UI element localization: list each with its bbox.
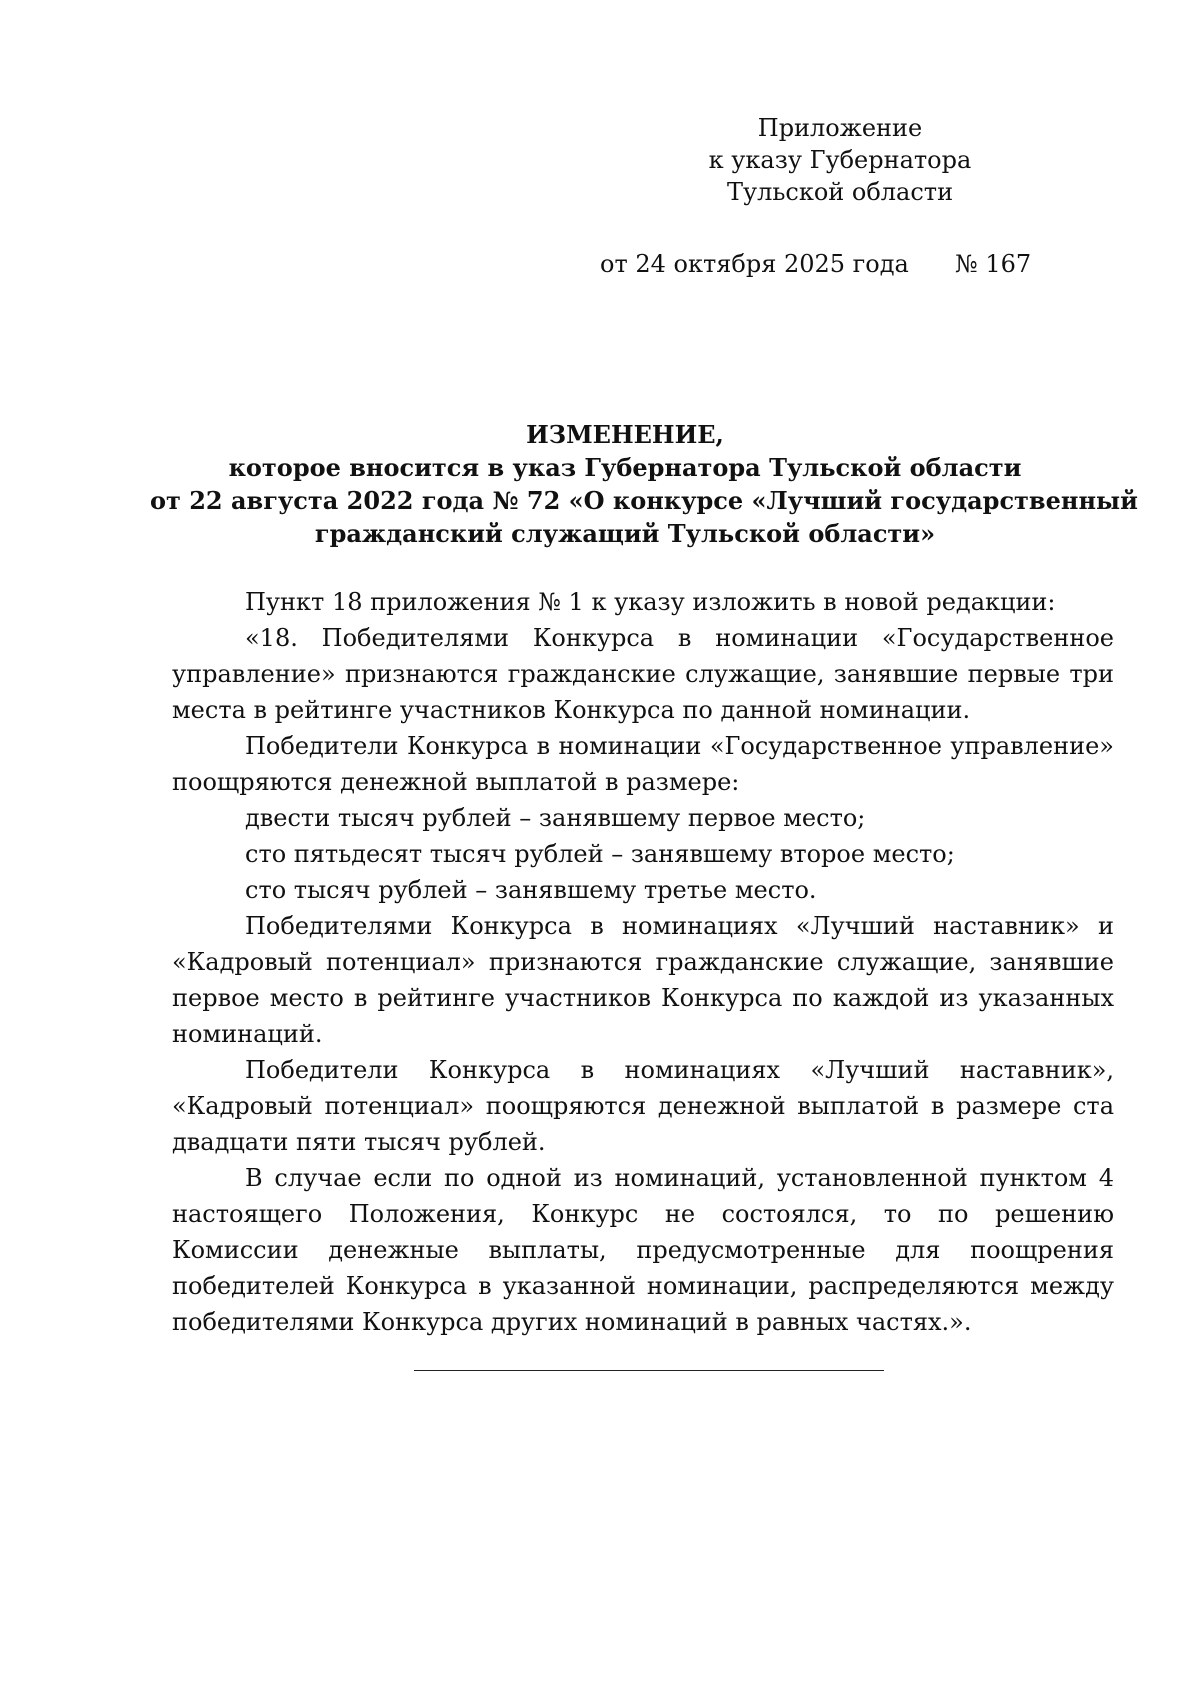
list-item-second-place: сто пятьдесят тысяч рублей – занявшему второе место; xyxy=(245,840,955,868)
title-line-1: ИЗМЕНЕНИЕ, xyxy=(526,420,724,449)
title-line-2: которое вносится в указ Губернатора Тульской области xyxy=(228,453,1022,482)
paragraph-not-held: В случае если по одной из номинаций, установленной пунктом 4 настоящего Положения, Конкурс не состоялся, то по решению Комиссии денежные выплаты, предусмотренные для поощрения победителей Конкурса в указанной номинации, распределяются между победителями Конкурса других номинаций в равных частях.». xyxy=(172,1164,1114,1336)
decree-date: от 24 октября 2025 года xyxy=(600,250,909,278)
list-item-third-place: сто тысяч рублей – занявшему третье место. xyxy=(245,876,817,904)
appendix-line-2: к указу Губернатора xyxy=(708,146,972,174)
appendix-header xyxy=(660,112,1020,208)
title-line-3: от 22 августа 2022 года № 72 «О конкурсе «Лучший государственный xyxy=(150,486,1138,515)
document-title xyxy=(150,418,1138,550)
decree-number: № 167 xyxy=(955,250,1032,278)
appendix-line-1: Приложение xyxy=(757,114,923,142)
document-body xyxy=(172,584,1114,1340)
paragraph-winners-gov: Победители Конкурса в номинации «Государственное управление» поощряются денежной выплатой в размере: xyxy=(172,732,1114,796)
end-separator-line xyxy=(414,1370,884,1371)
list-item-first-place: двести тысяч рублей – занявшему первое место; xyxy=(245,804,866,832)
paragraph-mentor-payment: Победители Конкурса в номинациях «Лучший наставник», «Кадровый потенциал» поощряются денежной выплатой в размере ста двадцати пяти тысяч рублей. xyxy=(172,1056,1114,1156)
paragraph-item-18: «18. Победителями Конкурса в номинации «Государственное управление» признаются гражданские служащие, занявшие первые три места в рейтинге участников Конкурса по данной номинации. xyxy=(172,624,1114,724)
paragraph-winners-mentor: Победителями Конкурса в номинациях «Лучший наставник» и «Кадровый потенциал» признаются гражданские служащие, занявшие первое место в рейтинге участников Конкурса по каждой из указанных номинаций. xyxy=(172,912,1114,1048)
paragraph-intro: Пункт 18 приложения № 1 к указу изложить в новой редакции: xyxy=(245,588,1056,616)
appendix-line-3: Тульской области xyxy=(726,178,954,206)
title-line-4: гражданский служащий Тульской области» xyxy=(314,519,936,548)
